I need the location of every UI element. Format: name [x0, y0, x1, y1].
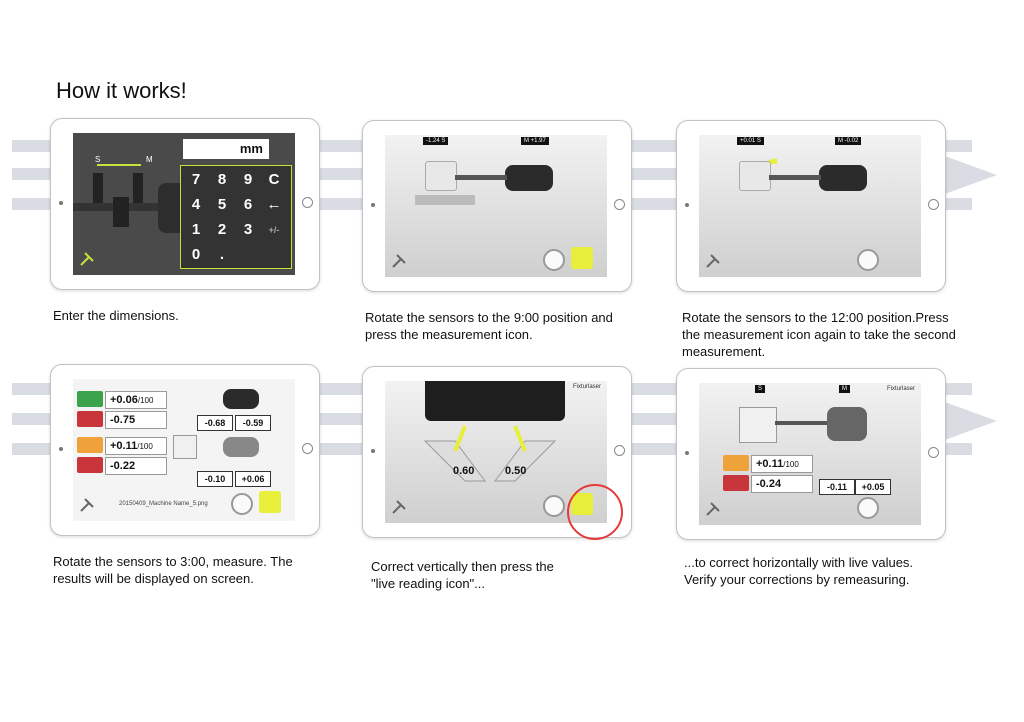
key-sign[interactable]: +/-	[268, 225, 280, 235]
horizontal-angle-value: +0.11/100	[105, 437, 167, 455]
screen-measure-12	[699, 135, 921, 277]
tablet-step-1	[50, 118, 320, 290]
caption-step-3-line-1: Rotate the sensors to the 12:00 position.Press	[682, 310, 949, 325]
page-title: How it works!	[56, 78, 187, 103]
vertical-offset-badge	[77, 411, 103, 427]
camera-dot	[371, 449, 375, 453]
key-2[interactable]: 2	[217, 221, 227, 238]
measure-icon[interactable]	[231, 493, 253, 515]
home-button	[302, 443, 313, 454]
vertical-angle-badge	[77, 391, 103, 407]
caption-step-6-line-1: ...to correct horizontally with live values.	[684, 555, 914, 570]
caption-step-5-line-2: "live reading icon"...	[371, 576, 486, 591]
file-name: 20150409_Machine Name_5.png	[119, 501, 208, 507]
camera-dot	[59, 447, 63, 451]
home-button	[928, 199, 939, 210]
flow-arrow	[942, 401, 997, 441]
vertical-angle-value: +0.06/100	[105, 391, 167, 409]
tools-icon[interactable]	[79, 497, 95, 513]
flow-arrow	[942, 155, 997, 195]
vertical-offset-value: -0.75	[105, 411, 167, 429]
sensor-m-tag: M	[839, 385, 850, 393]
tablet-step-3	[676, 120, 946, 292]
camera-dot	[685, 451, 689, 455]
horizontal-offset-badge	[723, 475, 749, 491]
key-1[interactable]: 1	[191, 221, 201, 238]
measure-icon[interactable]	[543, 495, 565, 517]
pump-unit	[173, 435, 197, 459]
caption-step-3-line-2: the measurement icon again to take the second	[682, 327, 956, 342]
motor-unit	[505, 165, 553, 191]
measure-icon[interactable]	[857, 497, 879, 519]
horizontal-foot-1: -0.11	[819, 479, 855, 495]
shaft	[775, 421, 827, 425]
pump-unit	[739, 161, 771, 191]
measure-icon[interactable]	[857, 249, 879, 271]
tools-icon[interactable]	[79, 251, 95, 267]
horizontal-offset-badge	[77, 457, 103, 473]
screen-horizontal-correction	[699, 383, 921, 525]
key-decimal[interactable]: .	[219, 246, 225, 263]
sensor-s-reading: +0.01 S	[737, 137, 764, 145]
tablet-step-2	[362, 120, 632, 292]
live-reading-highlight	[567, 484, 623, 540]
shim-arrows	[415, 421, 565, 491]
motor-close-up	[425, 381, 565, 421]
caption-step-3-line-3: measurement.	[682, 344, 766, 359]
caption-step-6-line-2: Verify your corrections by remeasuring.	[684, 572, 910, 587]
key-7[interactable]: 7	[191, 171, 201, 188]
home-button	[614, 199, 625, 210]
vertical-foot-2: -0.59	[235, 415, 271, 431]
home-button	[614, 445, 625, 456]
caption-step-5-line-1: Correct vertically then press the	[371, 559, 554, 574]
unit-label: mm	[239, 141, 263, 156]
key-6[interactable]: 6	[243, 196, 253, 213]
horizontal-angle-badge	[77, 437, 103, 453]
home-button	[928, 447, 939, 458]
horizontal-offset-value: -0.22	[105, 457, 167, 475]
tablet-step-6	[676, 368, 946, 540]
screen-results	[73, 379, 295, 521]
key-5[interactable]: 5	[217, 196, 227, 213]
key-0[interactable]: 0	[191, 246, 201, 263]
motor-unit	[819, 165, 867, 191]
horizontal-foot-2: +0.06	[235, 471, 271, 487]
key-9[interactable]: 9	[243, 171, 253, 188]
tools-icon[interactable]	[391, 253, 407, 269]
right-foot-value: 0.50	[505, 465, 527, 477]
brand-logo: Fixturlaser	[572, 384, 601, 390]
sensor-m-reading: M -0.02	[835, 137, 861, 145]
save-button[interactable]	[259, 491, 281, 513]
shaft	[455, 175, 507, 180]
horizontal-offset-value: -0.24	[751, 475, 813, 493]
camera-dot	[59, 201, 63, 205]
key-backspace[interactable]: ←	[266, 196, 282, 213]
sensor-s-tag: S	[755, 385, 765, 393]
brand-logo: Fixturlaser	[886, 386, 915, 392]
horizontal-angle-value: +0.11/100	[751, 455, 813, 473]
motor-unit	[827, 407, 867, 441]
key-8[interactable]: 8	[217, 171, 227, 188]
tools-icon[interactable]	[391, 499, 407, 515]
shaft	[769, 175, 821, 180]
sensor-m-reading: M +1.97	[521, 137, 549, 145]
camera-dot	[371, 203, 375, 207]
caption-step-2-line-1: Rotate the sensors to the 9:00 position and	[365, 310, 613, 325]
tablet-step-4	[50, 364, 320, 536]
sensor-label-s: S	[95, 155, 101, 164]
horizontal-angle-badge	[723, 455, 749, 471]
screen-measure-9	[385, 135, 607, 277]
dimension-input[interactable]	[183, 139, 269, 159]
caption-step-4-line-2: results will be displayed on screen.	[53, 571, 254, 586]
caption-step-4-line-1: Rotate the sensors to 3:00, measure. The	[53, 554, 293, 569]
live-reading-button[interactable]	[571, 247, 593, 269]
home-button	[302, 197, 313, 208]
sensor-label-m: M	[146, 155, 153, 164]
screen-dimensions	[73, 133, 295, 275]
pump-unit	[739, 407, 777, 443]
motor-unit	[223, 437, 259, 457]
motor-unit	[223, 389, 259, 409]
key-4[interactable]: 4	[191, 196, 201, 213]
tools-icon[interactable]	[705, 501, 721, 517]
key-clear[interactable]: C	[268, 171, 280, 188]
caption-step-1: Enter the dimensions.	[53, 308, 179, 323]
base-plate	[415, 195, 475, 205]
caption-step-2-line-2: press the measurement icon.	[365, 327, 533, 342]
left-foot-value: 0.60	[453, 465, 475, 477]
vertical-foot-1: -0.68	[197, 415, 233, 431]
measure-icon[interactable]	[543, 249, 565, 271]
pump-unit	[425, 161, 457, 191]
horizontal-foot-2: +0.05	[855, 479, 891, 495]
tools-icon[interactable]	[705, 253, 721, 269]
horizontal-foot-1: -0.10	[197, 471, 233, 487]
sensor-s-reading: -1.24 S	[423, 137, 448, 145]
camera-dot	[685, 203, 689, 207]
key-3[interactable]: 3	[243, 221, 253, 238]
